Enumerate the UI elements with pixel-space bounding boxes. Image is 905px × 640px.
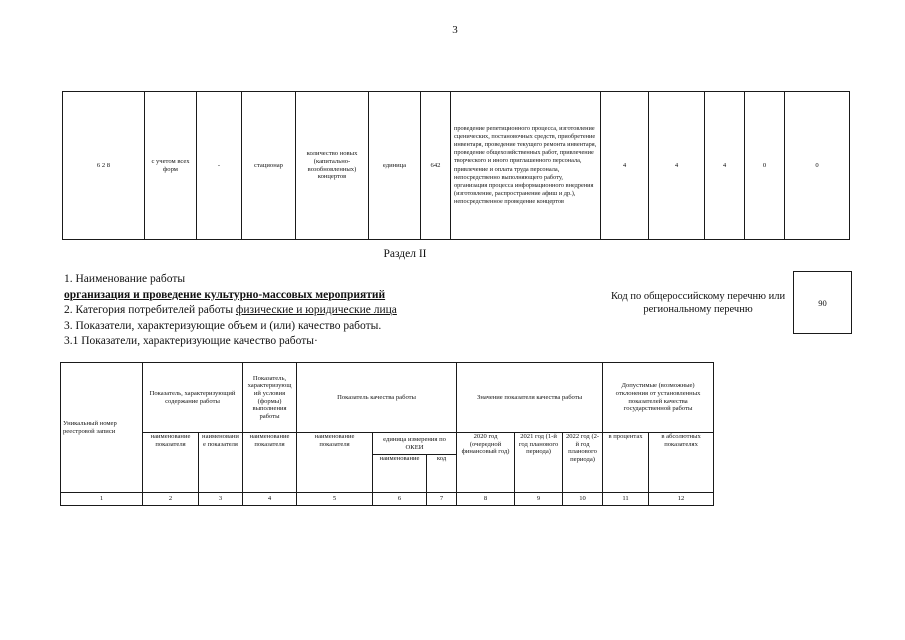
table-cell: с учетом всех форм (145, 92, 197, 240)
name-indicator-header: наименовани е показателя (199, 433, 243, 493)
column-number: 10 (563, 493, 603, 506)
column-number: 12 (649, 493, 714, 506)
value-cell: 0 (785, 92, 850, 240)
value-cell: 0 (745, 92, 785, 240)
conditions-indicator-header: Показатель, характеризующ ий условия (формы) выполнения работы (243, 363, 297, 433)
content-indicator-header: Показатель, характеризующий содержание работы (143, 363, 243, 433)
quality-values-header: Значение показателя качества работы (457, 363, 603, 433)
table-cell: стационар (242, 92, 296, 240)
consumer-category (64, 303, 397, 319)
deviations-header: Допустимые (возможные) отклонения от установленных показателей качества государственной работы (603, 363, 714, 433)
quality-indicator-header: Показатель качества работы (297, 363, 457, 433)
value-cell: 4 (705, 92, 745, 240)
unique-number-header: Уникальный номер реестровой записи (61, 363, 143, 493)
year-2020-header: 2020 год (очередной финансовый год) (457, 433, 515, 493)
table-cell: единица (369, 92, 421, 240)
absolute-header: в абсолютных показателях (649, 433, 714, 493)
unit-okei-header: единица измерения по ОКЕИ (373, 433, 457, 455)
column-numbers-row (61, 493, 714, 506)
consumer-category-value: физические и юридические лица (235, 304, 397, 316)
column-number: 3 (199, 493, 243, 506)
code-label: Код по общероссийскому перечню или региональному перечню (610, 291, 786, 315)
quality-indicators-heading: 3.1 Показатели, характеризующие качество работы· (64, 335, 318, 347)
code-box: 90 (793, 271, 852, 334)
table-cell: - (197, 92, 242, 240)
description-cell: проведение репетиционного процесса, изготовление сценических, постановочных средств, приобретение инвентаря, проведение текущего ремонта инвентаря, проведение общехозяйственных работ, привлечение творческого и иного приглашенного персонала, привлечение и оплата труда персонала, непосредственно выполняющего работу, организация процесса информационного внедрения (изготовление, распространение афиш и др.), непосредственное проведение концертов (451, 92, 601, 240)
top-table (62, 91, 850, 240)
column-number: 9 (515, 493, 563, 506)
table-row (61, 363, 714, 433)
table-row (63, 92, 850, 240)
percent-header: в процентах (603, 433, 649, 493)
section-title: Раздел II (383, 248, 427, 260)
registry-number-cell: 6 2 8 (63, 92, 145, 240)
page-number: 3 (452, 24, 458, 36)
column-number: 8 (457, 493, 515, 506)
year-2021-header: 2021 год (1-й год планового периода) (515, 433, 563, 493)
work-info (64, 272, 397, 350)
name-indicator-header: наименование показателя (243, 433, 297, 493)
name-indicator-header: наименование показателя (143, 433, 199, 493)
table-cell: 642 (421, 92, 451, 240)
work-name-value: организация и проведение культурно-массовых мероприятий (64, 288, 386, 301)
work-name-label: 1. Наименование работы (64, 273, 186, 285)
table-row (61, 433, 714, 455)
column-number: 6 (373, 493, 427, 506)
column-number: 1 (61, 493, 143, 506)
consumer-category-label: 2. Категория потребителей работы (64, 304, 236, 316)
year-2022-header: 2022 год (2-й год планового периода) (563, 433, 603, 493)
quality-table (60, 362, 714, 506)
value-cell: 4 (649, 92, 705, 240)
name-indicator-header: наименование показателя (297, 433, 373, 493)
column-number: 7 (427, 493, 457, 506)
table-cell: количество новых (капитально-возобновленных) концертов (296, 92, 369, 240)
unit-name-header: наименование (373, 455, 427, 493)
value-cell: 4 (601, 92, 649, 240)
column-number: 5 (297, 493, 373, 506)
column-number: 11 (603, 493, 649, 506)
indicators-heading: 3. Показатели, характеризующие объем и (или) качество работы. (64, 319, 382, 332)
unit-code-header: код (427, 455, 457, 493)
column-number: 2 (143, 493, 199, 506)
column-number: 4 (243, 493, 297, 506)
